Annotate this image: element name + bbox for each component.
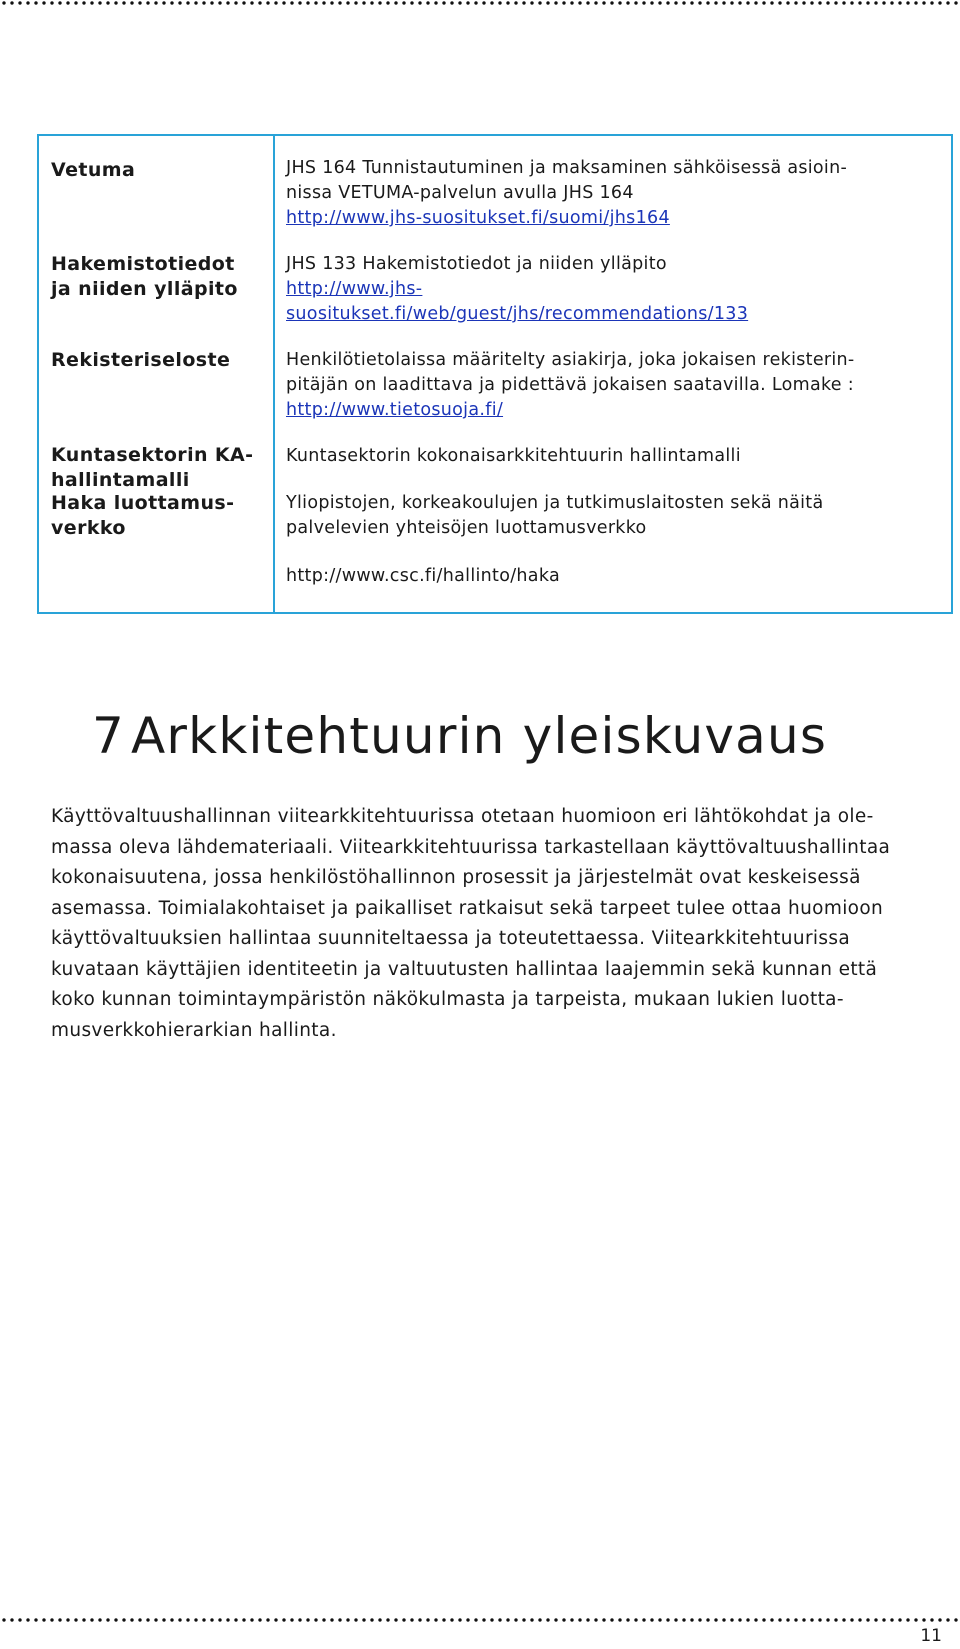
top-dotted-rule xyxy=(0,0,960,6)
paragraph-line: kokonaisuutena, jossa henkilöstöhallinnon prosessit ja järjestelmät ovat keskeisessä xyxy=(51,867,861,888)
label-hakemistotiedot xyxy=(51,252,271,302)
section-title: Arkkitehtuurin yleiskuvaus xyxy=(131,707,828,765)
entry-text: Yliopistojen, korkeakoulujen ja tutkimuslaitosten sekä näitä xyxy=(286,493,824,513)
label-line: hallintamalli xyxy=(51,469,190,491)
entry-haka xyxy=(286,491,936,541)
entry-hakemisto xyxy=(286,252,936,327)
section-number: 7 xyxy=(92,707,126,765)
tietosuoja-link[interactable]: http://www.tietosuoja.fi/ xyxy=(286,400,504,420)
label-haka xyxy=(51,491,271,541)
haka-url: http://www.csc.fi/hallinto/haka xyxy=(286,566,560,586)
entry-haka-url xyxy=(286,564,936,589)
label-line: Vetuma xyxy=(51,159,136,181)
paragraph-line: Käyttövaltuushallinnan viitearkkitehtuurissa otetaan huomioon eri lähtökohdat ja ole- xyxy=(51,806,874,827)
section-heading xyxy=(92,706,827,766)
label-line: Kuntasektorin KA- xyxy=(51,444,254,466)
label-line: verkko xyxy=(51,517,126,539)
entry-text: nissa VETUMA-palvelun avulla JHS 164 xyxy=(286,183,634,203)
paragraph-line: koko kunnan toimintaympäristön näkökulmasta ja tarpeista, mukaan lukien luotta- xyxy=(51,989,844,1010)
entry-kuntasektorin-ka xyxy=(286,444,936,469)
paragraph-line: massa oleva lähdemateriaali. Viitearkkitehtuurissa tarkastellaan käyttövaltuushallintaa xyxy=(51,836,891,858)
entry-rekisteriseloste xyxy=(286,348,936,423)
label-line: ja niiden ylläpito xyxy=(51,278,238,300)
label-line: Rekisteriseloste xyxy=(51,349,231,371)
paragraph-line: musverkkohierarkian hallinta. xyxy=(51,1019,337,1041)
label-column xyxy=(38,135,274,613)
entry-text: Kuntasektorin kokonaisarkkitehtuurin hallintamalli xyxy=(286,446,741,466)
label-line: Haka luottamus- xyxy=(51,492,235,514)
link-line: suositukset.fi/web/guest/jhs/recommendations/133 xyxy=(286,304,749,324)
jhs133-link[interactable] xyxy=(286,279,422,299)
page-number: 11 xyxy=(920,1626,942,1646)
description-column xyxy=(274,135,952,613)
entry-text: pitäjän on laadittava ja pidettävä jokaisen saatavilla. Lomake : xyxy=(286,375,854,395)
bottom-dotted-rule xyxy=(0,1617,960,1623)
reference-table xyxy=(37,134,953,614)
label-line: Hakemistotiedot xyxy=(51,253,235,275)
paragraph-line: käyttövaltuuksien hallintaa suunniteltaessa ja toteutettaessa. Viitearkkitehtuurissa xyxy=(51,928,851,949)
paragraph-line: kuvataan käyttäjien identiteetin ja valtuutusten hallintaa laajemmin sekä kunnan että xyxy=(51,958,878,980)
jhs133-link-continued[interactable] xyxy=(286,304,748,324)
label-vetuma xyxy=(51,158,271,183)
entry-text: JHS 133 Hakemistotiedot ja niiden ylläpito xyxy=(286,254,667,274)
label-kuntasektorin-ka xyxy=(51,443,271,493)
entry-text: Henkilötietolaissa määritelty asiakirja, joka jokaisen rekisterin- xyxy=(286,350,855,370)
entry-text: JHS 164 Tunnistautuminen ja maksaminen sähköisessä asioin- xyxy=(286,158,848,178)
jhs164-link[interactable]: http://www.jhs-suositukset.fi/suomi/jhs164 xyxy=(286,208,670,228)
link-line: http://www.jhs- xyxy=(286,279,423,299)
label-rekisteriseloste xyxy=(51,348,271,373)
body-paragraph xyxy=(51,802,931,1046)
entry-text: palvelevien yhteisöjen luottamusverkko xyxy=(286,518,647,538)
paragraph-line: asemassa. Toimialakohtaiset ja paikalliset ratkaisut sekä tarpeet tulee ottaa huomioon xyxy=(51,897,884,919)
entry-vetuma xyxy=(286,156,936,231)
